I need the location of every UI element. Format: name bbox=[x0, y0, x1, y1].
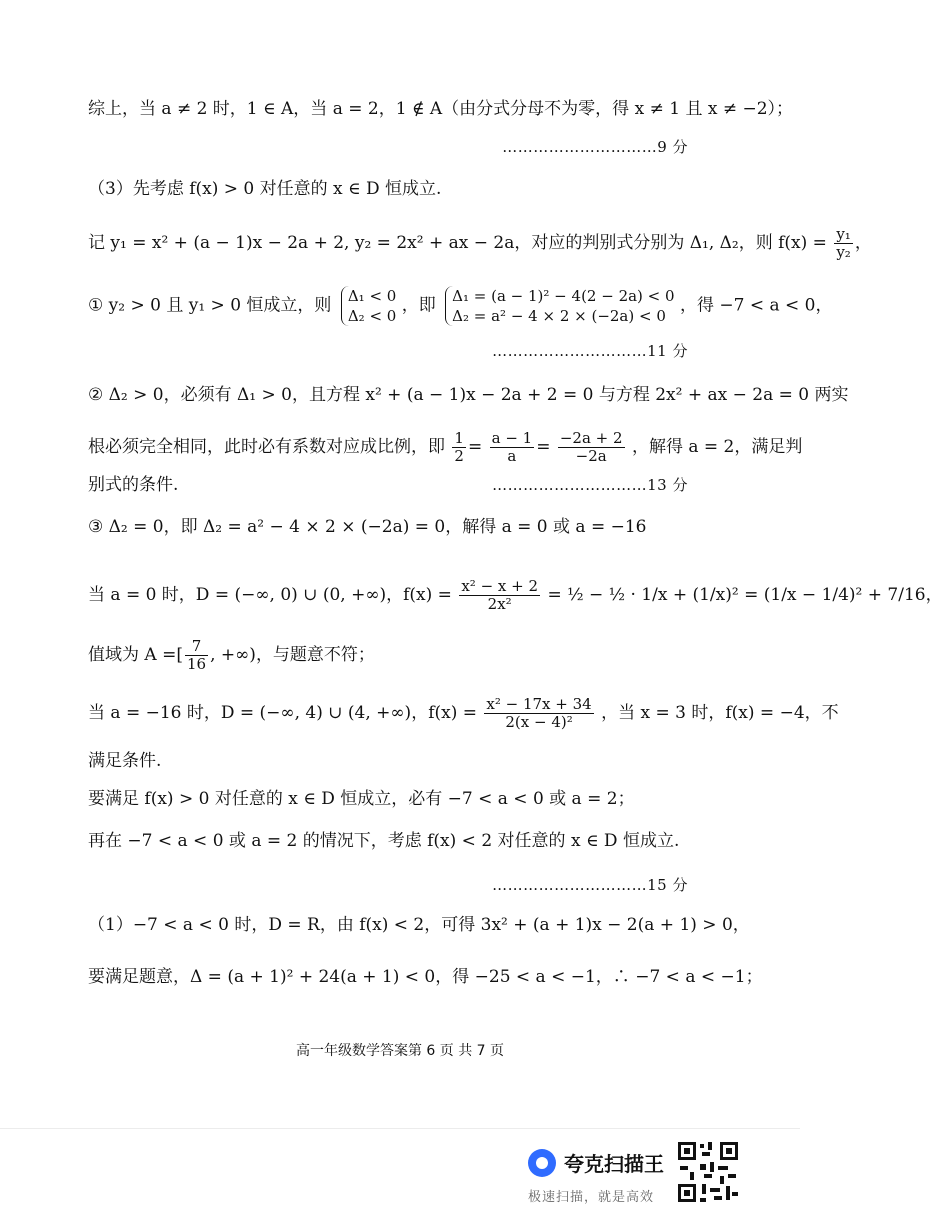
text-line: 要满足 f(x) > 0 对任意的 x ∈ D 恒成立，必有 −7 < a < 0 或 a = 2； bbox=[88, 789, 635, 809]
condition-system bbox=[341, 286, 397, 326]
fraction bbox=[185, 638, 208, 673]
text-segment: ① y₂ > 0 且 y₁ > 0 恒成立，则 bbox=[88, 295, 332, 316]
text-line: （3）先考虑 f(x) > 0 对任意的 x ∈ D 恒成立. bbox=[88, 179, 442, 199]
text-line: 根必须完全相同，此时必有系数对应成比例，即 $\frac{1}{2}$ = $\frac{a - 1}{a}$ = $\frac{-2a + 2}{-2a}$ ，解得 a = 2，满足判 bbox=[88, 429, 803, 465]
scanner-logo-icon bbox=[528, 1149, 556, 1177]
page-footer: 高一年级数学答案第 6 页 共 7 页 bbox=[295, 1043, 505, 1059]
text-segment: ，解得 a = 2，满足判 bbox=[631, 437, 803, 457]
numerator: 7 bbox=[185, 638, 208, 656]
text-segment: 根必须完全相同，此时必有系数对应成比例，即 bbox=[88, 437, 445, 457]
condition: Δ₂ < 0 bbox=[347, 307, 397, 325]
text-segment: 当 a = −16 时，D = (−∞, 4) ∪ (4, +∞)，f(x) = bbox=[88, 703, 477, 723]
text-segment: 记 y₁ = x² + (a − 1)x − 2a + 2, y₂ = 2x² + ax − 2a，对应的判别式分别为 Δ₁, Δ₂，则 f(x) = bbox=[88, 233, 827, 253]
fraction bbox=[558, 430, 625, 465]
fraction bbox=[484, 696, 593, 731]
text-line: 别式的条件. bbox=[88, 475, 179, 495]
condition-system bbox=[445, 286, 674, 326]
text-line bbox=[88, 286, 833, 326]
denominator: a bbox=[507, 447, 517, 465]
text-line: （1）−7 < a < 0 时，D = R，由 f(x) < 2，可得 3x² + (a + 1)x − 2(a + 1) > 0， bbox=[88, 915, 750, 935]
text-segment: ，得 −7 < a < 0， bbox=[679, 295, 833, 316]
numerator: y₁ bbox=[836, 225, 851, 243]
numerator: −2a + 2 bbox=[559, 429, 623, 447]
divider bbox=[0, 1128, 800, 1129]
text-line: ② Δ₂ > 0，必须有 Δ₁ > 0，且方程 x² + (a − 1)x − 2a + 2 = 0 与方程 2x² + ax − 2a = 0 两实 bbox=[88, 385, 849, 405]
text-line: 值域为 A =[ $\frac{7}{16}$ , +∞)，与题意不符； bbox=[88, 637, 375, 673]
text-segment: ，与题意不符； bbox=[255, 645, 375, 665]
fraction bbox=[490, 430, 535, 465]
numerator: x² − x + 2 bbox=[461, 577, 539, 595]
condition: Δ₂ = a² − 4 × 2 × (−2a) < 0 bbox=[452, 307, 666, 325]
text-line: ③ Δ₂ = 0，即 Δ₂ = a² − 4 × 2 × (−2a) = 0，解得 a = 0 或 a = −16 bbox=[88, 517, 647, 537]
numerator: a − 1 bbox=[491, 429, 533, 447]
qr-code-icon bbox=[676, 1140, 740, 1204]
text-line: 记 y₁ = x² + (a − 1)x − 2a + 2, y₂ = 2x² + ax − 2a，对应的判别式分别为 Δ₁, Δ₂，则 f(x) = $\frac{\text{y₁}}{\text{y₂}}$ ， bbox=[88, 225, 872, 261]
text-line: 要满足题意，Δ = (a + 1)² + 24(a + 1) < 0，得 −25 < a < −1，∴ −7 < a < −1； bbox=[88, 967, 763, 987]
text-segment: 当 a = 0 时，D = (−∞, 0) ∪ (0, +∞)，f(x) = bbox=[88, 585, 452, 605]
text-segment: 值域为 A = bbox=[88, 645, 177, 665]
score-mark: …………………………9 分 bbox=[502, 138, 688, 156]
denominator: 16 bbox=[186, 655, 207, 673]
score-mark: …………………………15 分 bbox=[492, 876, 688, 894]
condition: Δ₁ < 0 bbox=[347, 287, 397, 305]
brand-name: 夸克扫描王 bbox=[564, 1152, 664, 1176]
text-segment: , +∞ bbox=[210, 645, 250, 665]
text-line: 综上，当 a ≠ 2 时，1 ∈ A，当 a = 2，1 ∉ A（由分式分母不为零，得 x ≠ 1 且 x ≠ −2）； bbox=[88, 99, 794, 119]
text-line: 再在 −7 < a < 0 或 a = 2 的情况下，考虑 f(x) < 2 对任意的 x ∈ D 恒成立. bbox=[88, 831, 680, 851]
score-mark: …………………………11 分 bbox=[492, 342, 688, 360]
fraction bbox=[459, 578, 540, 613]
denominator: −2a bbox=[575, 447, 607, 465]
denominator: 2(x − 4)² bbox=[505, 713, 573, 731]
scanner-brand bbox=[528, 1148, 664, 1177]
fraction bbox=[452, 430, 466, 465]
text-segment: = ½ − ½ · 1/x + (1/x)² = (1/x − 1/4)² + 7/16， bbox=[547, 585, 943, 605]
score-mark: …………………………13 分 bbox=[492, 476, 688, 494]
fraction bbox=[834, 226, 853, 261]
denominator: 2x² bbox=[487, 595, 512, 613]
text-segment: ，当 x = 3 时，f(x) = −4，不 bbox=[601, 703, 839, 723]
text-line bbox=[88, 695, 839, 731]
numerator: 1 bbox=[454, 429, 464, 447]
numerator: x² − 17x + 34 bbox=[486, 695, 592, 713]
text-segment: ，即 bbox=[401, 295, 436, 316]
denominator: 2 bbox=[454, 447, 464, 465]
brand-slogan: 极速扫描，就是高效 bbox=[528, 1190, 655, 1205]
text-line bbox=[88, 577, 943, 613]
condition: Δ₁ = (a − 1)² − 4(2 − 2a) < 0 bbox=[452, 287, 675, 305]
text-line: 满足条件. bbox=[88, 751, 162, 771]
denominator: y₂ bbox=[836, 243, 851, 261]
